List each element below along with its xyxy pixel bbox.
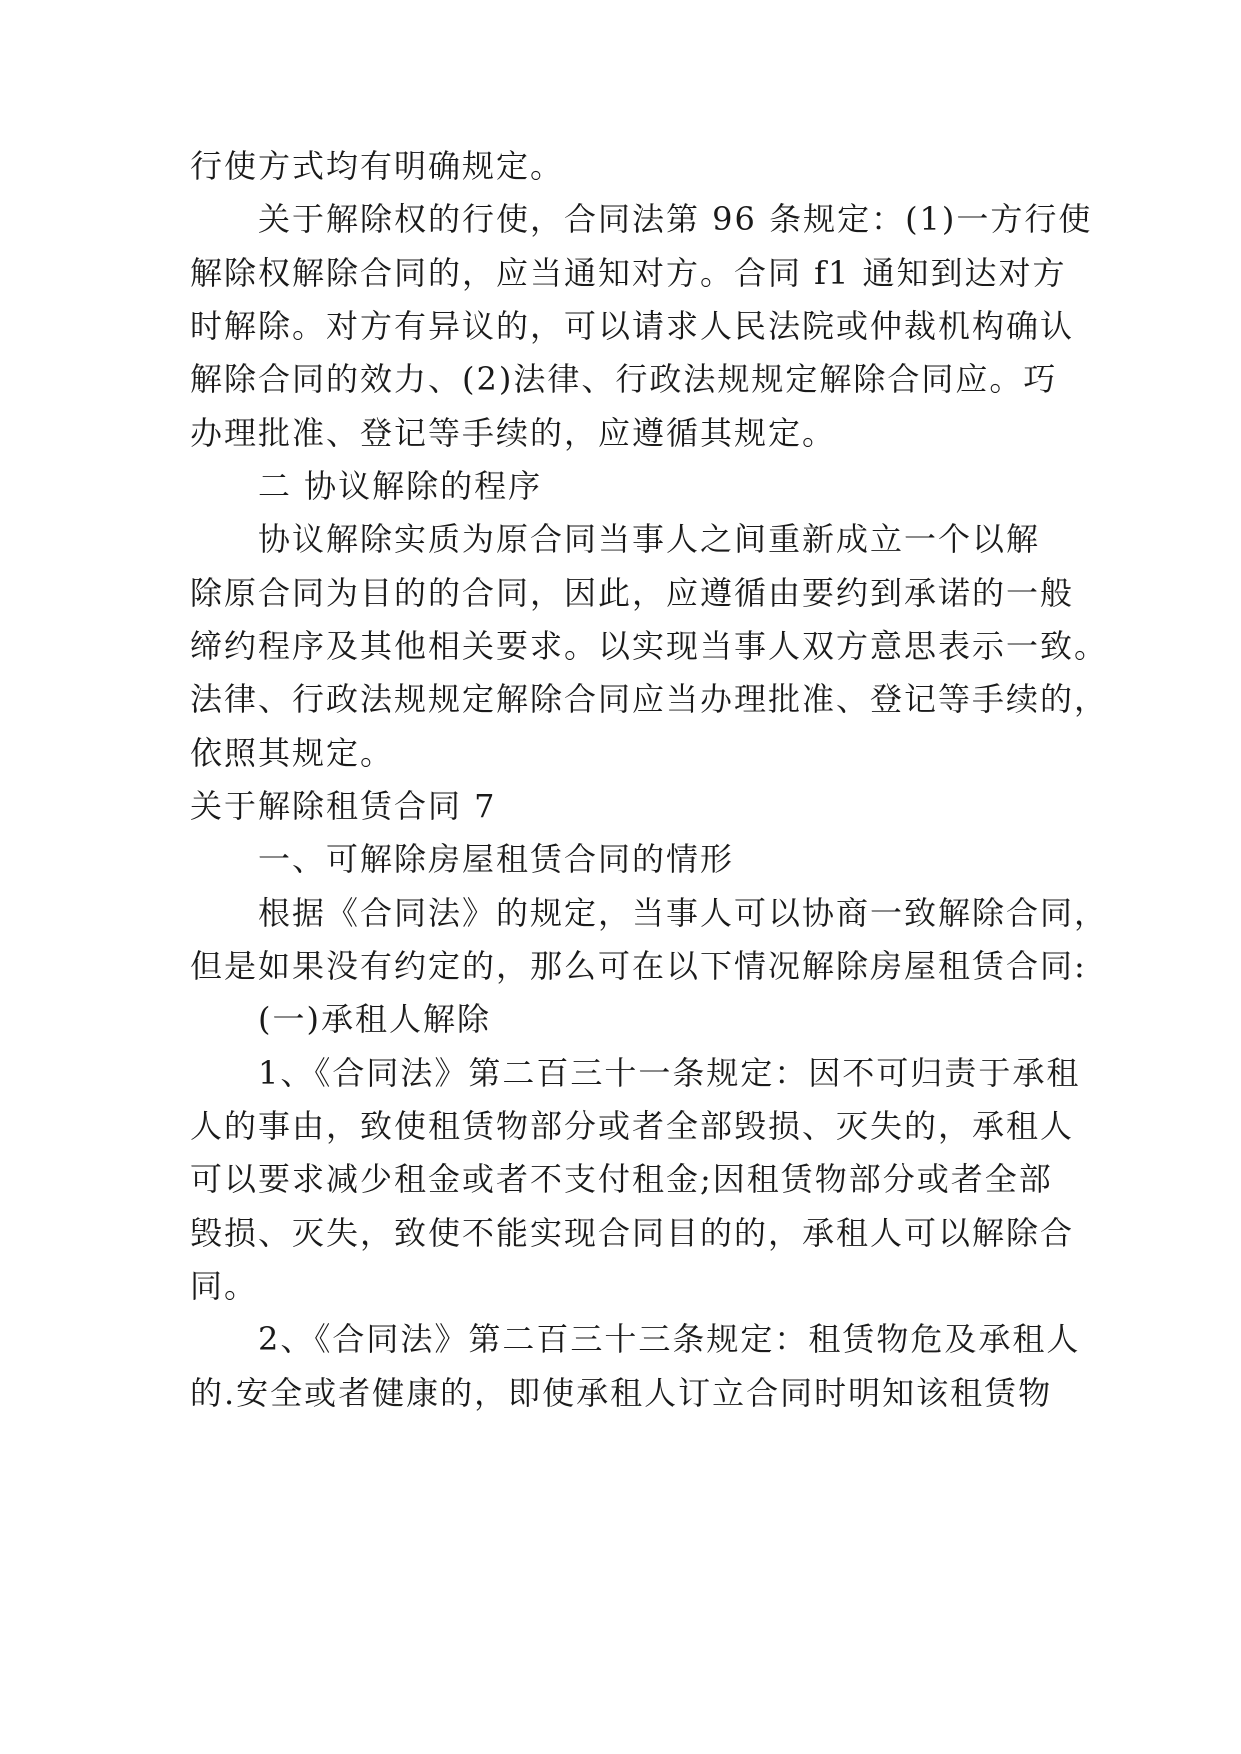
section-heading: 二 协议解除的程序 — [258, 467, 543, 505]
text-line: 根据《合同法》的规定，当事人可以协商一致解除合同， — [258, 894, 1109, 932]
text-line: 办理批准、登记等手续的，应遵循其规定。 — [190, 414, 837, 452]
text-line: 时解除。对方有异议的，可以请求人民法院或仲裁机构确认 — [190, 307, 1075, 345]
text-line: 可以要求减少租金或者不支付租金;因租赁物部分或者全部 — [190, 1160, 1053, 1198]
text-line: 1、《合同法》第二百三十一条规定：因不可归责于承租 — [258, 1054, 1081, 1092]
text-line: 缔约程序及其他相关要求。以实现当事人双方意思表示一致。 — [190, 627, 1109, 665]
text-line: 解除合同的效力、(2)法律、行政法规规定解除合同应。巧 — [190, 360, 1058, 398]
text-line: 毁损、灭失，致使不能实现合同目的的，承租人可以解除合 — [190, 1214, 1075, 1252]
text-line: 法律、行政法规规定解除合同应当办理批准、登记等手续的， — [190, 680, 1109, 718]
text-line: 关于解除权的行使，合同法第 96 条规定：(1)一方行使 — [258, 200, 1093, 238]
text-line: 依照其规定。 — [190, 734, 395, 772]
text-line: 行使方式均有明确规定。 — [190, 147, 565, 185]
text-line: 人的事由，致使租赁物部分或者全部毁损、灭失的，承租人 — [190, 1107, 1075, 1145]
text-line: 但是如果没有约定的，那么可在以下情况解除房屋租赁合同: — [190, 947, 1087, 985]
text-line: 解除权解除合同的，应当通知对方。合同 f1 通知到达对方 — [190, 254, 1067, 292]
section-heading: 一、可解除房屋租赁合同的情形 — [258, 840, 735, 878]
text-line: 协议解除实质为原合同当事人之间重新成立一个以解 — [258, 520, 1041, 558]
text-line: 的.安全或者健康的，即使承租人订立合同时明知该租赁物 — [190, 1374, 1053, 1412]
text-line: 同。 — [190, 1267, 259, 1305]
text-line: 2、《合同法》第二百三十三条规定：租赁物危及承租人 — [258, 1320, 1081, 1358]
article-title: 关于解除租赁合同 7 — [190, 787, 497, 825]
section-heading: (一)承租人解除 — [258, 1000, 491, 1038]
text-line: 除原合同为目的的合同，因此，应遵循由要约到承诺的一般 — [190, 574, 1075, 612]
